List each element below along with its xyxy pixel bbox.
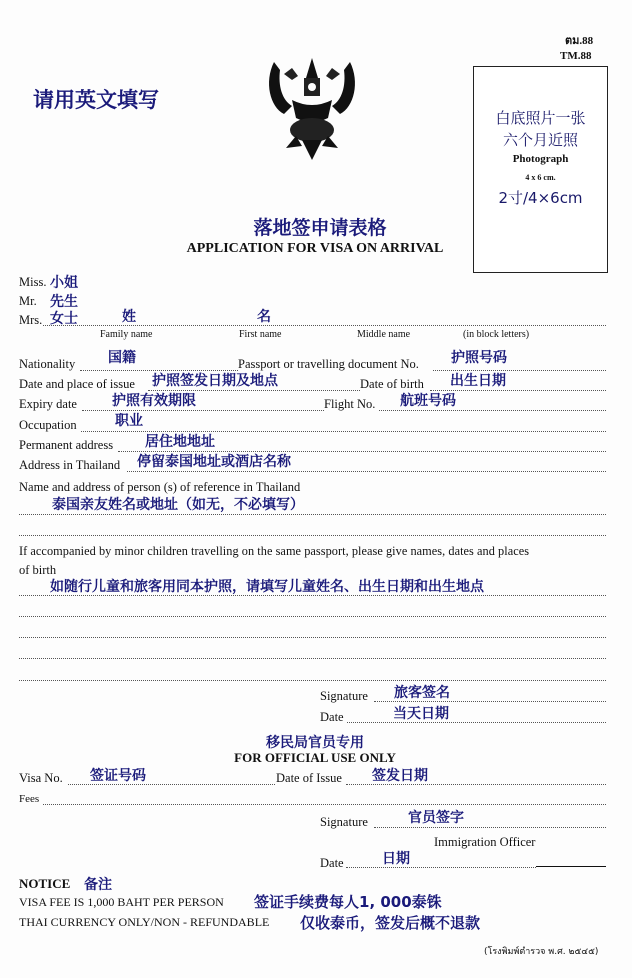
photo-size-en: 4 x 6 cm. — [525, 173, 556, 182]
notice-fee-cn: 签证手续费每人1, 000泰铢 — [254, 893, 442, 911]
applicant-date-input[interactable] — [347, 722, 606, 723]
children-value: 如随行儿童和旅客用同本护照，请填写儿童姓名、出生日期和出生地点 — [50, 579, 484, 595]
caption-block-letters: (in block letters) — [463, 329, 530, 340]
address-thailand-value: 停留泰国地址或酒店名称 — [137, 454, 291, 470]
flight-value: 航班号码 — [400, 393, 456, 409]
title-cn: 落地签申请表格 — [253, 217, 387, 239]
visa-no-label: Visa No. — [19, 771, 63, 785]
children-input-line-3[interactable] — [19, 637, 606, 638]
nationality-value: 国籍 — [108, 350, 136, 366]
reference-input-line-2[interactable] — [19, 535, 606, 536]
dob-value: 出生日期 — [450, 373, 506, 389]
flight-label: Flight No. — [324, 397, 376, 411]
reference-value: 泰国亲友姓名或地址（如无，不必填写） — [52, 497, 304, 513]
date-of-issue-value: 签发日期 — [372, 768, 428, 784]
officer-date-label: Date — [320, 856, 344, 870]
children-input-line-1[interactable] — [19, 595, 606, 596]
officer-date-solid-line — [536, 866, 606, 867]
form-code: TM.88 — [560, 50, 592, 62]
passport-no-value: 护照号码 — [451, 350, 507, 366]
miss-cn: 小姐 — [50, 275, 78, 291]
children-input-line-4[interactable] — [19, 658, 606, 659]
photo-size-cn: 2寸/4×6cm — [498, 189, 583, 207]
applicant-signature-label: Signature — [320, 689, 368, 703]
address-thailand-label: Address in Thailand — [19, 458, 121, 472]
dob-label: Date of birth — [360, 377, 424, 391]
official-heading-cn: 移民局官员专用 — [266, 735, 364, 751]
printer-imprint: (โรงพิมพ์ตำรวจ พ.ศ. ๒๕๔๕) — [484, 947, 599, 957]
permanent-address-value: 居住地地址 — [145, 434, 215, 450]
instruction-fill-in-english: 请用英文填写 — [33, 88, 159, 112]
passport-no-label: Passport or travelling document No. — [238, 357, 419, 371]
issue-label: Date and place of issue — [19, 377, 135, 391]
expiry-label: Expiry date — [19, 397, 77, 411]
first-name-cn: 名 — [257, 309, 271, 325]
notice-fee-en: VISA FEE IS 1,000 BAHT PER PERSON — [19, 895, 224, 909]
reference-label: Name and address of person (s) of reference in Thailand — [19, 480, 301, 494]
name-input-line[interactable] — [43, 325, 606, 326]
photo-instruction-recent: 六个月近照 — [502, 131, 578, 149]
mr-cn: 先生 — [50, 294, 78, 310]
applicant-date-label: Date — [320, 710, 344, 724]
photo-label: Photograph — [512, 153, 569, 165]
officer-signature-input[interactable] — [374, 827, 606, 828]
miss-label: Miss. — [19, 275, 47, 289]
dob-input[interactable] — [430, 390, 606, 391]
reference-input-line-1[interactable] — [19, 514, 606, 515]
garuda-emblem-icon — [262, 52, 362, 164]
applicant-signature-value: 旅客签名 — [394, 685, 450, 701]
mr-label: Mr. — [19, 294, 37, 308]
mrs-label: Mrs. — [19, 313, 43, 327]
mrs-cn: 女士 — [50, 311, 78, 327]
occupation-label: Occupation — [19, 418, 77, 432]
notice-title: NOTICE — [19, 876, 71, 891]
children-label-line2: of birth — [19, 563, 57, 577]
visa-no-value: 签证号码 — [90, 768, 146, 784]
form-code-thai: ตม.88 — [565, 35, 594, 47]
officer-signature-label: Signature — [320, 815, 368, 829]
children-input-line-2[interactable] — [19, 616, 606, 617]
flight-input[interactable] — [379, 410, 606, 411]
occupation-value: 职业 — [115, 413, 143, 429]
title-en: APPLICATION FOR VISA ON ARRIVAL — [186, 241, 444, 256]
officer-date-input[interactable] — [346, 867, 536, 868]
caption-family-name: Family name — [100, 329, 153, 340]
children-label-line1: If accompanied by minor children travelling on the same passport, please give names, dates and places — [19, 544, 530, 558]
expiry-value: 护照有效期限 — [112, 393, 196, 409]
permanent-address-label: Permanent address — [19, 438, 114, 452]
date-of-issue-label: Date of Issue — [276, 771, 342, 785]
caption-first-name: First name — [239, 329, 282, 340]
caption-middle-name: Middle name — [357, 329, 411, 340]
notice-title-cn: 备注 — [84, 877, 112, 893]
notice-currency-cn: 仅收泰币，签发后概不退款 — [300, 914, 481, 932]
children-input-line-5[interactable] — [19, 680, 606, 681]
officer-signature-value: 官员签字 — [408, 810, 464, 826]
photo-box — [473, 66, 608, 273]
nationality-label: Nationality — [19, 357, 76, 371]
issue-value: 护照签发日期及地点 — [152, 373, 278, 389]
officer-date-value: 日期 — [382, 851, 410, 867]
fees-input[interactable] — [43, 804, 606, 805]
official-heading-en: FOR OFFICIAL USE ONLY — [234, 750, 396, 765]
family-name-cn: 姓 — [122, 309, 136, 325]
immigration-officer-label: Immigration Officer — [434, 835, 536, 849]
notice-currency-en: THAI CURRENCY ONLY/NON - REFUNDABLE — [19, 915, 270, 929]
photo-instruction-white-bg: 白底照片一张 — [495, 109, 586, 127]
address-thailand-input[interactable] — [127, 471, 606, 472]
fees-label: Fees — [19, 793, 40, 805]
applicant-date-value: 当天日期 — [393, 706, 449, 722]
